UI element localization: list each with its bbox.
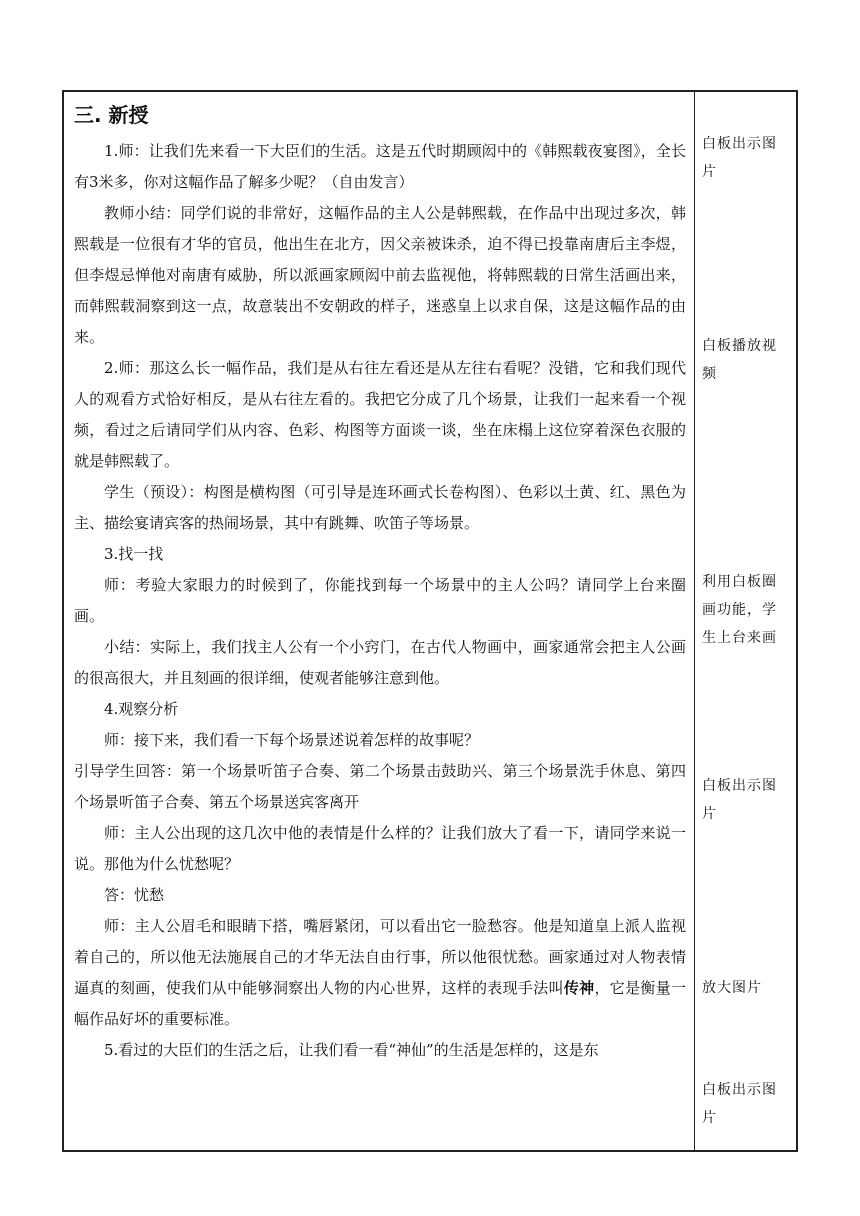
content-column [74, 102, 686, 1066]
side-note-5: 放大图片 [702, 980, 762, 996]
column-divider [694, 92, 695, 1150]
paragraph-1: 1.师：让我们先来看一下大臣们的生活。这是五代时期顾闳中的《韩熙载夜宴图》，全长有3米多，你对这幅作品了解多少呢？（自由发言） [74, 142, 686, 191]
side-note-4: 白板出示图片 [702, 778, 777, 822]
paragraph-2: 教师小结：同学们说的非常好，这幅作品的主人公是韩熙载，在作品中出现过多次，韩熙载是一位很有才华的官员，他出生在北方，因父亲被诛杀，迫不得已投靠南唐后主李煜，但李煜忌惮他对南唐有威胁，所以派画家顾闳中前去监视他，将韩熙载的日常生活画出来，而韩熙载洞察到这一点，故意装出不安朝政的样子，迷惑皇上以求自保，这是这幅作品的由来。 [74, 204, 686, 346]
paragraph-7: 小结：实际上，我们找主人公有一个小窍门，在古代人物画中，画家通常会把主人公画的很高很大，并且刻画的很详细，使观者能够注意到他。 [74, 638, 686, 687]
side-note-6: 白板出示图片 [702, 1082, 777, 1126]
paragraph-3: 2.师：那这么长一幅作品，我们是从右往左看还是从左往右看呢？没错，它和我们现代人的观看方式恰好相反，是从右往左看的。我把它分成了几个场景，让我们一起来看一个视频，看过之后请同学们从内容、色彩、构图等方面谈一谈，坐在床榻上这位穿着深色衣服的就是韩熙载了。 [74, 359, 686, 470]
paragraph-10: 引导学生回答：第一个场景听笛子合奏、第二个场景击鼓助兴、第三个场景洗手休息、第四个场景听笛子合奏、第五个场景送宾客离开 [74, 762, 686, 811]
emphasis-term: 传神 [563, 979, 595, 997]
paragraph-11: 师：主人公出现的这几次中他的表情是什么样的？让我们放大了看一下，请同学来说一说。那他为什么忧愁呢？ [74, 824, 686, 873]
paragraph-5: 3.找一找 [104, 545, 164, 563]
paragraph-8: 4.观察分析 [104, 700, 179, 718]
side-note-3: 利用白板圈画功能，学生上台来画 [702, 574, 777, 646]
paragraph-12: 答：忧愁 [104, 886, 165, 904]
paragraph-13-text: 师：主人公眉毛和眼睛下搭，嘴唇紧闭，可以看出它一脸愁容。他是知道皇上派人监视着自己的，所以他无法施展自己的才华无法自由行事，所以他很忧愁。画家通过对人物表情逼真的刻画，使我们从中能够洞察出人物的内心世界，这样的表现手法叫 [74, 917, 686, 997]
paragraph-13 [74, 911, 686, 1035]
lesson-table [62, 90, 798, 1152]
section-heading: 三. 新授 [74, 103, 149, 127]
paragraph-13-tail: ，它是衡量一幅作品好坏的重要标准。 [74, 979, 686, 1028]
paragraph-14: 5.看过的大臣们的生活之后，让我们看一看“神仙”的生活是怎样的，这是东 [104, 1041, 599, 1059]
paragraph-9: 师：接下来，我们看一下每个场景述说着怎样的故事呢？ [104, 731, 480, 749]
paragraph-4: 学生（预设）：构图是横构图（可引导是连环画式长卷构图）、色彩以土黄、红、黑色为主、描绘宴请宾客的热闹场景，其中有跳舞、吹笛子等场景。 [74, 483, 686, 532]
side-note-1: 白板出示图片 [702, 136, 777, 180]
paragraph-6: 师：考验大家眼力的时候到了，你能找到每一个场景中的主人公吗？请同学上台来圈画。 [74, 576, 686, 625]
side-note-2: 白板播放视频 [702, 338, 777, 382]
